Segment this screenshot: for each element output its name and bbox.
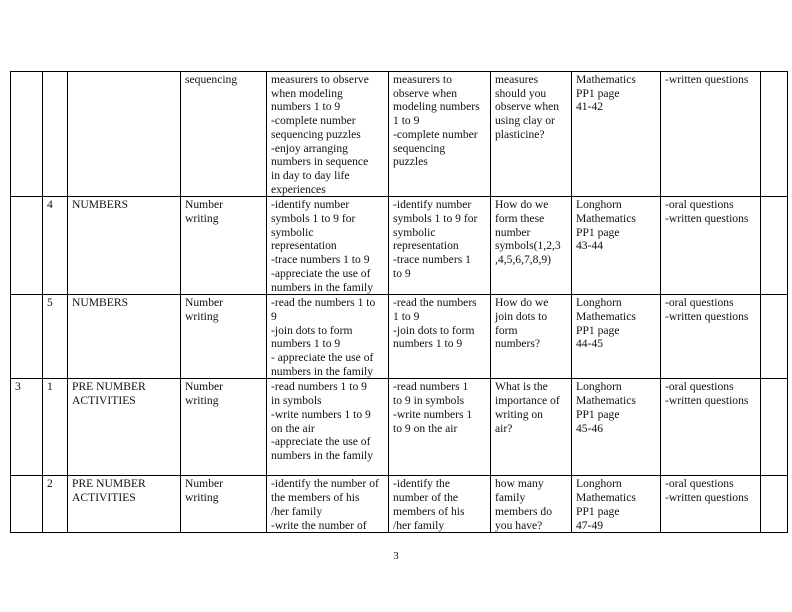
cell-lesson: 5	[43, 295, 68, 379]
cell-week: 3	[11, 379, 43, 476]
cell-remarks	[761, 72, 788, 197]
cell-strand: PRE NUMBER ACTIVITIES	[68, 476, 181, 533]
cell-strand	[68, 72, 181, 197]
page-number: 3	[393, 550, 399, 562]
cell-resources: Mathematics PP1 page 41-42	[572, 72, 661, 197]
cell-experiences: -read the numbers 1 to 9 -join dots to form numbers 1 to 9	[389, 295, 491, 379]
cell-strand: PRE NUMBER ACTIVITIES	[68, 379, 181, 476]
cell-assessment: -written questions	[661, 72, 761, 197]
cell-lesson	[43, 72, 68, 197]
cell-strand: NUMBERS	[68, 295, 181, 379]
cell-sub-strand: Number writing	[181, 295, 267, 379]
cell-strand: NUMBERS	[68, 197, 181, 295]
cell-sub-strand: Number writing	[181, 197, 267, 295]
cell-assessment: -oral questions -written questions	[661, 379, 761, 476]
cell-outcomes: -identify the number of the members of his /her family -write the number of	[267, 476, 389, 533]
cell-week	[11, 197, 43, 295]
cell-question: how many family members do you have?	[491, 476, 572, 533]
table-row	[11, 72, 788, 197]
table-row	[11, 197, 788, 295]
cell-experiences: measurers to observe when modeling numbers 1 to 9 -complete number sequencing puzzles	[389, 72, 491, 197]
cell-question: measures should you observe when using clay or plasticine?	[491, 72, 572, 197]
cell-outcomes: -read numbers 1 to 9 in symbols -write numbers 1 to 9 on the air -appreciate the use of numbers in the family	[267, 379, 389, 476]
cell-assessment: -oral questions -written questions	[661, 295, 761, 379]
cell-resources: Longhorn Mathematics PP1 page 45-46	[572, 379, 661, 476]
cell-week	[11, 476, 43, 533]
cell-lesson: 4	[43, 197, 68, 295]
scheme-of-work-table	[10, 71, 788, 533]
cell-experiences: -read numbers 1 to 9 in symbols -write numbers 1 to 9 on the air	[389, 379, 491, 476]
cell-week	[11, 72, 43, 197]
cell-question: How do we form these number symbols(1,2,3 ,4,5,6,7,8,9)	[491, 197, 572, 295]
cell-question: What is the importance of writing on air?	[491, 379, 572, 476]
table-row	[11, 295, 788, 379]
cell-lesson: 1	[43, 379, 68, 476]
cell-experiences: -identify the number of the members of his /her family	[389, 476, 491, 533]
cell-outcomes: measurers to observe when modeling numbers 1 to 9 -complete number sequencing puzzles -enjoy arranging numbers in sequence in day to day life experiences	[267, 72, 389, 197]
cell-resources: Longhorn Mathematics PP1 page 44-45	[572, 295, 661, 379]
cell-remarks	[761, 295, 788, 379]
cell-outcomes: -identify number symbols 1 to 9 for symbolic representation -trace numbers 1 to 9 -appreciate the use of numbers in the family	[267, 197, 389, 295]
cell-assessment: -oral questions -written questions	[661, 476, 761, 533]
cell-sub-strand: sequencing	[181, 72, 267, 197]
cell-question: How do we join dots to form numbers?	[491, 295, 572, 379]
cell-sub-strand: Number writing	[181, 476, 267, 533]
cell-resources: Longhorn Mathematics PP1 page 47-49	[572, 476, 661, 533]
cell-week	[11, 295, 43, 379]
cell-remarks	[761, 476, 788, 533]
cell-experiences: -identify number symbols 1 to 9 for symbolic representation -trace numbers 1 to 9	[389, 197, 491, 295]
cell-sub-strand: Number writing	[181, 379, 267, 476]
cell-resources: Longhorn Mathematics PP1 page 43-44	[572, 197, 661, 295]
cell-remarks	[761, 379, 788, 476]
cell-outcomes: -read the numbers 1 to 9 -join dots to form numbers 1 to 9 - appreciate the use of numbers in the family	[267, 295, 389, 379]
cell-lesson: 2	[43, 476, 68, 533]
cell-remarks	[761, 197, 788, 295]
table-row	[11, 476, 788, 533]
cell-assessment: -oral questions -written questions	[661, 197, 761, 295]
table-row	[11, 379, 788, 476]
